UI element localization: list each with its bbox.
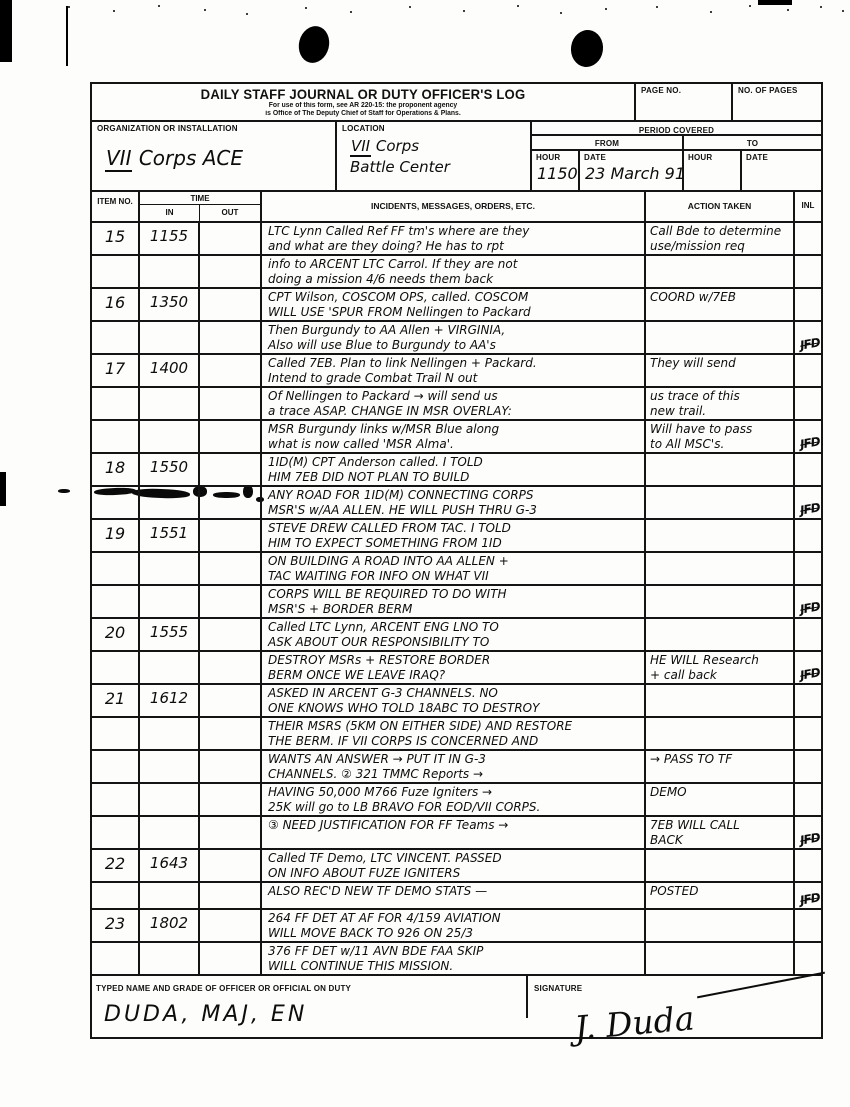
incident-line-2: Also will use Blue to Burgundy to AA's — [268, 338, 496, 352]
incident-line-1: MSR Burgundy links w/MSR Blue along — [268, 422, 500, 436]
time-in-cell — [140, 421, 200, 452]
location-roman-numeral: VII — [351, 137, 371, 155]
scan-vertical-line — [66, 6, 68, 66]
initials-cell — [795, 619, 821, 650]
time-in-header: IN — [140, 205, 200, 221]
action-taken-cell — [646, 553, 795, 584]
ink-smudge — [58, 489, 70, 493]
incident-line-1: info to ARCENT LTC Carrol. If they are not — [268, 257, 518, 271]
time-out-cell — [200, 943, 262, 974]
incidents-header: INCIDENTS, MESSAGES, ORDERS, ETC. — [262, 192, 646, 221]
typed-name-box — [92, 976, 528, 1027]
incident-cell — [262, 223, 646, 254]
time-in-cell: 1551 — [140, 520, 200, 551]
initials-cell — [795, 586, 821, 617]
incident-cell — [262, 718, 646, 749]
action-line-2: They will send — [650, 356, 736, 370]
action-taken-cell — [646, 718, 795, 749]
item-no-cell — [92, 487, 140, 518]
from-date-value: 23 March 91 — [585, 164, 686, 183]
form-title-band — [92, 84, 821, 122]
initials-cell — [795, 223, 821, 254]
incident-line-1: 1ID(M) CPT Anderson called. I TOLD — [268, 455, 483, 469]
incident-cell — [262, 355, 646, 386]
incident-line-1: ANY ROAD FOR 1ID(M) CONNECTING CORPS — [268, 488, 534, 502]
to-label: TO — [746, 139, 759, 148]
time-in-cell — [140, 553, 200, 584]
time-in-cell — [140, 883, 200, 908]
journal-row — [92, 685, 821, 718]
duty-officer-initials: JFD — [799, 500, 821, 518]
time-out-cell — [200, 619, 262, 650]
initials-cell — [795, 910, 821, 941]
incident-cell — [262, 421, 646, 452]
journal-row — [92, 943, 821, 976]
incident-line-2: and what are they doing? He has to rpt — [268, 239, 504, 253]
incident-cell — [262, 322, 646, 353]
initials-cell — [795, 553, 821, 584]
item-no-cell — [92, 388, 140, 419]
scan-edge-mark — [0, 472, 6, 506]
journal-row — [92, 355, 821, 388]
no-of-pages-box — [733, 84, 821, 120]
incident-line-2: ON INFO ABOUT FUZE IGNITERS — [268, 866, 461, 880]
item-no-cell — [92, 553, 140, 584]
time-in-cell — [140, 388, 200, 419]
organization-label: ORGANIZATION OR INSTALLATION — [97, 124, 238, 133]
from-label: FROM — [532, 136, 684, 149]
time-out-cell — [200, 355, 262, 386]
incident-cell — [262, 388, 646, 419]
time-out-cell — [200, 784, 262, 815]
form-header-band — [92, 122, 821, 192]
from-hour-cell — [532, 151, 580, 190]
time-out-cell — [200, 751, 262, 782]
journal-row — [92, 652, 821, 685]
journal-row — [92, 289, 821, 322]
incident-line-2: what is now called 'MSR Alma'. — [268, 437, 454, 451]
time-out-cell — [200, 883, 262, 908]
incident-line-2: doing a mission 4/6 needs them back — [268, 272, 494, 286]
time-out-cell — [200, 388, 262, 419]
initials-cell — [795, 718, 821, 749]
typed-name-value: DUDA, MAJ, EN — [104, 1002, 308, 1027]
incident-line-1: Of Nellingen to Packard → will send us — [268, 389, 498, 403]
journal-row — [92, 553, 821, 586]
journal-row — [92, 910, 821, 943]
incident-line-1: DESTROY MSRs + RESTORE BORDER — [268, 653, 491, 667]
time-out-cell — [200, 520, 262, 551]
time-out-cell — [200, 421, 262, 452]
journal-row — [92, 586, 821, 619]
journal-row — [92, 322, 821, 355]
journal-row — [92, 520, 821, 553]
incident-cell — [262, 289, 646, 320]
incident-cell — [262, 520, 646, 551]
action-taken-cell — [646, 817, 795, 848]
title-box — [92, 84, 636, 120]
item-no-cell: 16 — [92, 289, 140, 320]
time-in-cell — [140, 784, 200, 815]
item-no-cell — [92, 652, 140, 683]
page-no-label: PAGE NO. — [641, 86, 682, 95]
duty-officer-initials: JFD — [799, 335, 821, 353]
incident-line-1: CPT Wilson, COSCOM OPS, called. COSCOM — [268, 290, 529, 304]
time-in-cell — [140, 652, 200, 683]
incident-cell — [262, 685, 646, 716]
scan-edge-bar — [0, 0, 12, 62]
time-in-cell — [140, 322, 200, 353]
incident-line-2: THE BERM. IF VII CORPS IS CONCERNED AND — [268, 734, 539, 748]
action-taken-cell — [646, 751, 795, 782]
time-out-cell — [200, 454, 262, 485]
time-in-cell: 1155 — [140, 223, 200, 254]
item-no-cell — [92, 784, 140, 815]
time-in-cell — [140, 751, 200, 782]
item-no-cell — [92, 586, 140, 617]
time-out-cell — [200, 850, 262, 881]
action-line-1: DEMO — [650, 785, 687, 799]
duty-officer-initials: JFD — [799, 434, 821, 452]
item-no-cell — [92, 943, 140, 974]
organization-rest: Corps ACE — [138, 146, 244, 170]
initials-cell — [795, 943, 821, 974]
item-no-cell — [92, 256, 140, 287]
time-in-cell — [140, 943, 200, 974]
action-line-2: COORD w/7EB — [650, 290, 736, 304]
period-covered-label: PERIOD COVERED — [532, 122, 821, 136]
incident-cell — [262, 553, 646, 584]
action-taken-cell — [646, 421, 795, 452]
action-taken-cell — [646, 322, 795, 353]
incident-line-2: ONE KNOWS WHO TOLD 18ABC TO DESTROY — [268, 701, 540, 715]
item-no-cell — [92, 883, 140, 908]
incident-line-1: ③ NEED JUSTIFICATION FOR FF Teams → — [268, 818, 509, 832]
incident-line-2: WILL CONTINUE THIS MISSION. — [268, 959, 454, 973]
to-hour-label: HOUR — [688, 153, 713, 162]
action-line-2: → PASS TO TF — [650, 752, 733, 766]
incident-line-2: a trace ASAP. CHANGE IN MSR OVERLAY: — [268, 404, 512, 418]
initials-cell — [795, 388, 821, 419]
incident-cell — [262, 943, 646, 974]
location-box — [337, 122, 532, 190]
location-label: LOCATION — [342, 124, 385, 133]
action-taken-cell — [646, 256, 795, 287]
initials-header: INL — [801, 201, 815, 210]
initials-cell — [795, 652, 821, 683]
time-in-cell — [140, 586, 200, 617]
time-out-cell — [200, 586, 262, 617]
incident-cell — [262, 817, 646, 848]
from-hour-value: 1150 — [537, 164, 578, 183]
incident-line-1: ALSO REC'D NEW TF DEMO STATS — — [268, 884, 488, 898]
journal-row — [92, 388, 821, 421]
location-line2: Battle Center — [350, 158, 450, 176]
duty-officer-initials: JFD — [799, 665, 821, 683]
initials-cell — [795, 850, 821, 881]
time-in-cell: 1550 — [140, 454, 200, 485]
incident-line-1: CORPS WILL BE REQUIRED TO DO WITH — [268, 587, 507, 601]
incident-line-2: Intend to grade Combat Trail N out — [268, 371, 478, 385]
incident-line-2: BERM ONCE WE LEAVE IRAQ? — [268, 668, 446, 682]
incident-line-2: MSR'S w/AA ALLEN. HE WILL PUSH THRU G-3 — [268, 503, 537, 517]
time-out-cell — [200, 718, 262, 749]
signature-value: J. Duda — [572, 998, 696, 1048]
initials-cell — [795, 520, 821, 551]
journal-row — [92, 487, 821, 520]
action-taken-cell — [646, 910, 795, 941]
incident-line-1: Called LTC Lynn, ARCENT ENG LNO TO — [268, 620, 499, 634]
initials-cell — [795, 751, 821, 782]
incident-line-1: WANTS AN ANSWER → PUT IT IN G-3 — [268, 752, 486, 766]
initials-cell — [795, 322, 821, 353]
action-taken-cell — [646, 883, 795, 908]
duty-officer-initials: JFD — [799, 830, 821, 848]
time-in-cell — [140, 718, 200, 749]
item-no-cell: 15 — [92, 223, 140, 254]
no-of-pages-label: NO. OF PAGES — [738, 86, 798, 95]
time-out-cell — [200, 322, 262, 353]
hole-punch-right — [569, 28, 606, 69]
action-taken-cell — [646, 289, 795, 320]
time-out-cell — [200, 487, 262, 518]
time-in-cell — [140, 256, 200, 287]
form-subtitle-line1: For use of this form, see AR 220-15: the proponent agency — [268, 102, 458, 109]
item-no-cell: 18 — [92, 454, 140, 485]
time-in-cell: 1612 — [140, 685, 200, 716]
from-date-cell — [580, 151, 684, 190]
incident-line-1: ON BUILDING A ROAD INTO AA ALLEN + — [268, 554, 509, 568]
page-no-box — [636, 84, 733, 120]
action-taken-cell — [646, 388, 795, 419]
initials-cell — [795, 784, 821, 815]
incident-line-2: HIM TO EXPECT SOMETHING FROM 1ID — [268, 536, 502, 550]
time-out-cell — [200, 685, 262, 716]
item-no-cell — [92, 322, 140, 353]
typed-name-label: TYPED NAME AND GRADE OF OFFICER OR OFFICIAL ON DUTY — [96, 984, 352, 993]
time-header — [140, 192, 262, 221]
item-no-cell — [92, 751, 140, 782]
journal-row — [92, 421, 821, 454]
form-footer — [92, 976, 821, 1048]
item-no-cell: 17 — [92, 355, 140, 386]
location-value-line1 — [350, 136, 530, 178]
action-taken-cell — [646, 454, 795, 485]
initials-cell — [795, 256, 821, 287]
incident-line-2: CHANNELS. ② 321 TMMC Reports → — [268, 767, 484, 781]
time-in-cell: 1400 — [140, 355, 200, 386]
initials-cell — [795, 883, 821, 908]
action-line-2: use/mission req — [650, 239, 745, 253]
action-taken-cell — [646, 685, 795, 716]
incident-cell — [262, 883, 646, 908]
incident-line-1: Called 7EB. Plan to link Nellingen + Packard. — [268, 356, 537, 370]
signature-box — [528, 976, 821, 1048]
incident-line-1: 376 FF DET w/11 AVN BDE FAA SKIP — [268, 944, 484, 958]
action-taken-cell — [646, 784, 795, 815]
organization-value — [105, 146, 335, 170]
to-hour-cell — [684, 151, 742, 190]
incident-line-2: HIM 7EB DID NOT PLAN TO BUILD — [268, 470, 470, 484]
journal-row — [92, 454, 821, 487]
incident-cell — [262, 619, 646, 650]
incident-line-2: 25K will go to LB BRAVO FOR EOD/VII CORPS. — [268, 800, 541, 814]
time-in-cell — [140, 817, 200, 848]
action-line-1: 7EB WILL CALL — [650, 818, 740, 832]
incident-line-1: Then Burgundy to AA Allen + VIRGINIA, — [268, 323, 506, 337]
action-taken-cell — [646, 586, 795, 617]
action-line-1: HE WILL Research — [650, 653, 759, 667]
organization-box — [92, 122, 337, 190]
action-line-1: us trace of this — [650, 389, 740, 403]
journal-table-header — [92, 192, 821, 223]
incident-line-1: Called TF Demo, LTC VINCENT. PASSED — [268, 851, 502, 865]
time-out-cell — [200, 289, 262, 320]
action-line-2: BACK — [650, 833, 683, 847]
incident-cell — [262, 910, 646, 941]
initials-cell — [795, 685, 821, 716]
location-line1-rest: Corps — [375, 137, 420, 155]
item-no-cell: 20 — [92, 619, 140, 650]
item-no-cell: 22 — [92, 850, 140, 881]
time-out-cell — [200, 256, 262, 287]
time-out-cell — [200, 817, 262, 848]
incident-cell — [262, 454, 646, 485]
action-taken-cell — [646, 223, 795, 254]
item-no-cell — [92, 421, 140, 452]
hole-punch-left — [295, 23, 333, 66]
action-line-2: to All MSC's. — [650, 437, 725, 451]
item-no-cell: 21 — [92, 685, 140, 716]
scan-top-dash — [758, 0, 792, 5]
journal-row — [92, 223, 821, 256]
da-form-1594 — [90, 82, 823, 1048]
action-taken-cell — [646, 487, 795, 518]
journal-row — [92, 718, 821, 751]
initials-cell — [795, 454, 821, 485]
journal-row — [92, 850, 821, 883]
initials-cell — [795, 817, 821, 848]
incident-line-1: ASKED IN ARCENT G-3 CHANNELS. NO — [268, 686, 498, 700]
time-out-cell — [200, 652, 262, 683]
incident-cell — [262, 850, 646, 881]
item-no-header: ITEM NO. — [92, 192, 140, 221]
incident-cell — [262, 586, 646, 617]
time-out-header: OUT — [221, 208, 239, 217]
initials-cell — [795, 421, 821, 452]
action-taken-header: ACTION TAKEN — [646, 192, 795, 221]
item-no-cell: 19 — [92, 520, 140, 551]
action-taken-cell — [646, 520, 795, 551]
item-no-cell — [92, 718, 140, 749]
incident-line-1: THEIR MSRS (5KM ON EITHER SIDE) AND RESTORE — [268, 719, 573, 733]
time-in-cell — [140, 487, 200, 518]
incident-line-2: WILL USE 'SPUR FROM Nellingen to Packard — [268, 305, 531, 319]
incident-line-2: ASK ABOUT OUR RESPONSIBILITY TO — [268, 635, 490, 649]
incident-line-1: 264 FF DET AT AF FOR 4/159 AVIATION — [268, 911, 501, 925]
from-date-label: DATE — [584, 153, 606, 162]
from-hour-label: HOUR — [536, 153, 561, 162]
incident-line-2: TAC WAITING FOR INFO ON WHAT VII — [268, 569, 489, 583]
action-taken-cell — [646, 943, 795, 974]
signature-label: SIGNATURE — [534, 984, 583, 993]
time-in-cell: 1802 — [140, 910, 200, 941]
initials-cell — [795, 289, 821, 320]
action-line-2: new trail. — [650, 404, 707, 418]
journal-row — [92, 256, 821, 289]
form-subtitle-line2: is Office of The Deputy Chief of Staff for Operations & Plans. — [265, 110, 461, 117]
incident-cell — [262, 751, 646, 782]
incident-cell — [262, 652, 646, 683]
time-header-label: TIME — [140, 192, 260, 205]
initials-cell — [795, 487, 821, 518]
to-date-cell — [742, 151, 821, 190]
period-covered-box — [532, 122, 821, 190]
action-taken-cell — [646, 850, 795, 881]
journal-row — [92, 619, 821, 652]
incident-line-1: LTC Lynn Called Ref FF tm's where are they — [268, 224, 530, 238]
incident-line-1: STEVE DREW CALLED FROM TAC. I TOLD — [268, 521, 511, 535]
incident-cell — [262, 487, 646, 518]
incident-line-2: MSR'S + BORDER BERM — [268, 602, 413, 616]
incident-line-2: WILL MOVE BACK TO 926 ON 25/3 — [268, 926, 473, 940]
initials-cell — [795, 355, 821, 386]
action-line-2: + call back — [650, 668, 717, 682]
time-out-cell — [200, 910, 262, 941]
item-no-cell — [92, 817, 140, 848]
action-taken-cell — [646, 355, 795, 386]
action-taken-cell — [646, 619, 795, 650]
action-line-1: Will have to pass — [650, 422, 753, 436]
journal-row — [92, 784, 821, 817]
action-line-1: POSTED — [650, 884, 699, 898]
organization-roman-numeral: VII — [106, 146, 132, 170]
incident-line-1: HAVING 50,000 M766 Fuze Igniters → — [268, 785, 493, 799]
time-out-cell — [200, 553, 262, 584]
journal-row — [92, 883, 821, 910]
time-in-cell: 1555 — [140, 619, 200, 650]
incident-cell — [262, 784, 646, 815]
journal-row — [92, 751, 821, 784]
duty-officer-initials: JFD — [799, 890, 821, 908]
journal-row — [92, 817, 821, 850]
form-title: DAILY STAFF JOURNAL OR DUTY OFFICER'S LOG — [200, 87, 526, 102]
item-no-cell: 23 — [92, 910, 140, 941]
time-out-cell — [200, 223, 262, 254]
duty-officer-initials: JFD — [799, 599, 821, 617]
journal-table-body — [92, 223, 821, 976]
incident-cell — [262, 256, 646, 287]
to-date-label: DATE — [746, 153, 768, 162]
action-line-1: Call Bde to determine — [650, 224, 782, 238]
time-in-cell: 1643 — [140, 850, 200, 881]
action-taken-cell — [646, 652, 795, 683]
time-in-cell: 1350 — [140, 289, 200, 320]
